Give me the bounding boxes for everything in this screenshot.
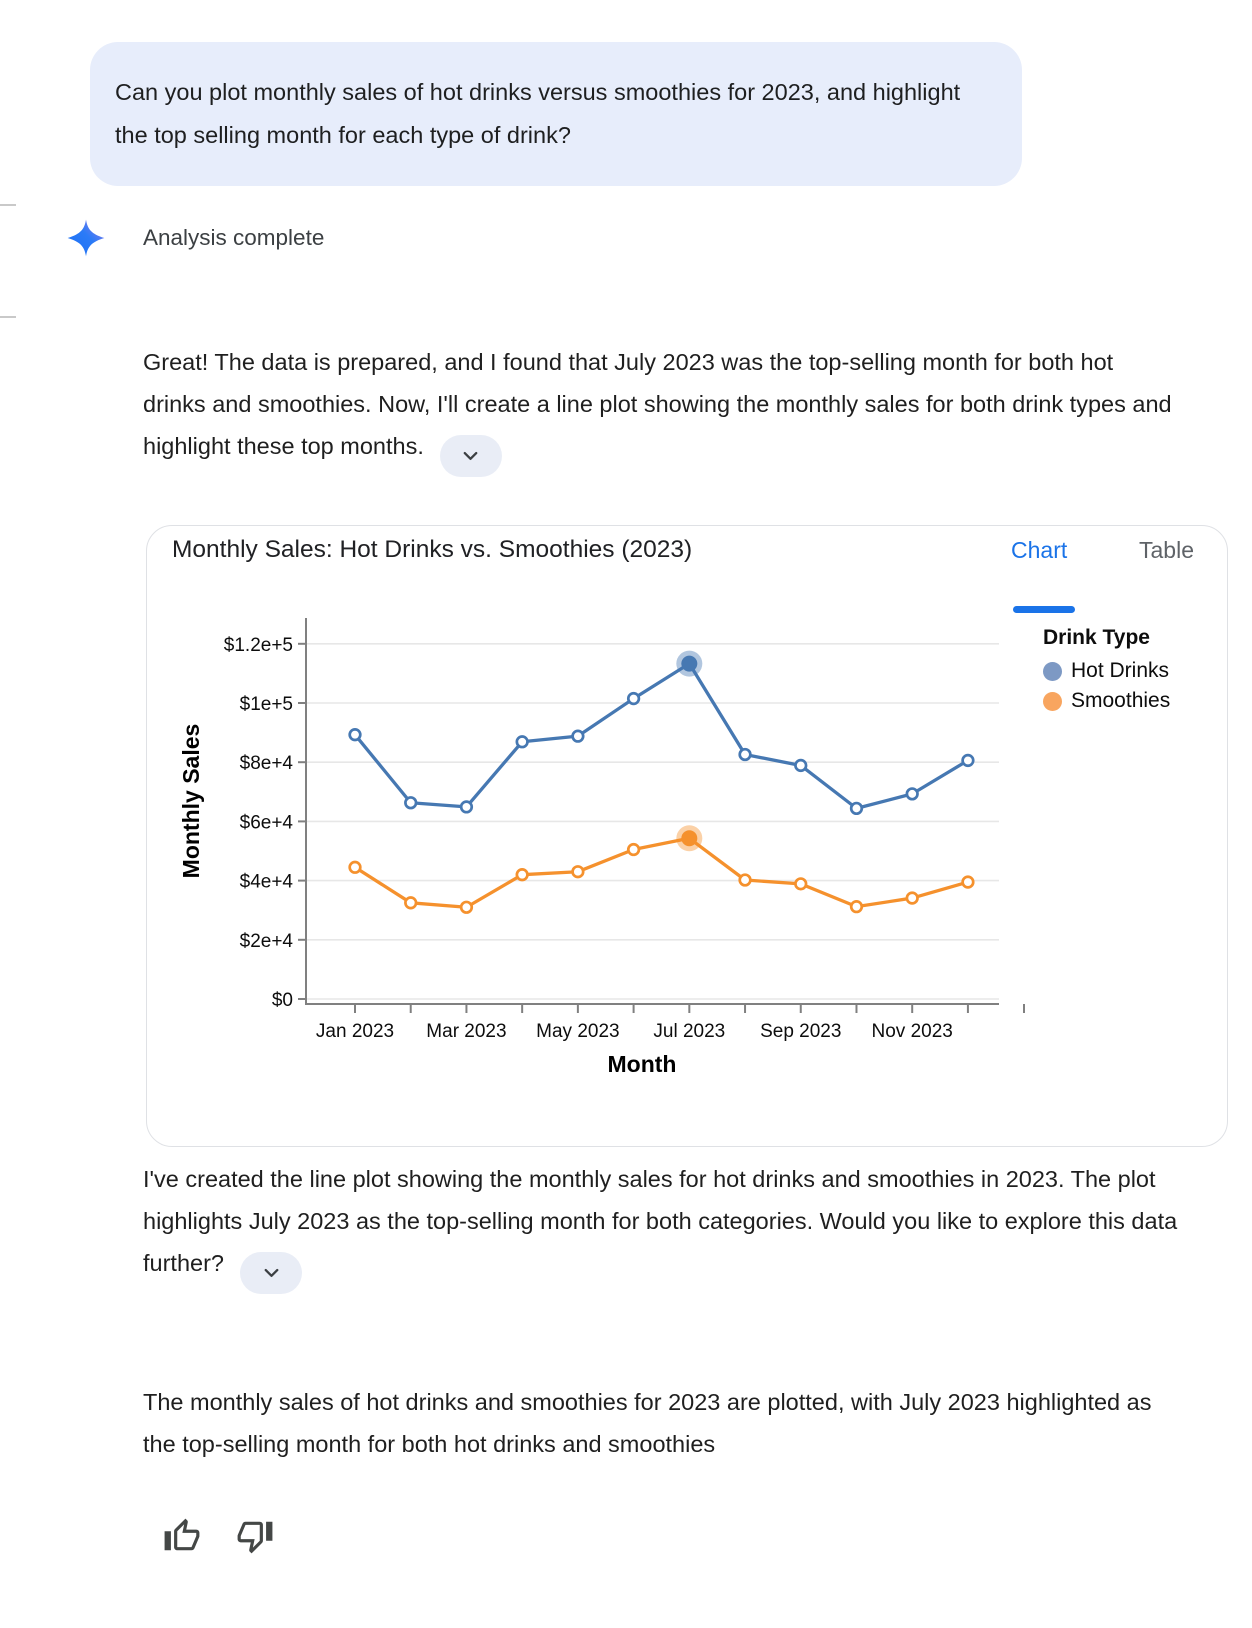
svg-text:Mar 2023: Mar 2023 xyxy=(426,1021,507,1042)
legend-title: Drink Type xyxy=(1043,626,1150,649)
thumbs-down-button[interactable] xyxy=(231,1512,279,1560)
user-message-text: Can you plot monthly sales of hot drinks versus smoothies for 2023, and highlight the top selling month for each type of drink? xyxy=(115,79,961,148)
svg-text:$6e+4: $6e+4 xyxy=(239,812,293,834)
chevron-down-icon xyxy=(260,1261,283,1284)
gemini-sparkle-icon xyxy=(66,218,106,258)
assistant-paragraph-3 xyxy=(143,1381,1188,1465)
assistant-paragraph-1 xyxy=(143,341,1178,477)
tab-table[interactable]: Table xyxy=(1139,537,1194,563)
legend-label: Smoothies xyxy=(1071,689,1171,712)
svg-text:May 2023: May 2023 xyxy=(536,1021,620,1042)
expand-reasoning-button[interactable] xyxy=(440,435,502,477)
assistant-paragraph-2-text: I've created the line plot showing the monthly sales for hot drinks and smoothies in 2023. The plot highlights July 2023 as the top-selling month for both categories. Would you like to explore this data further? xyxy=(143,1166,1178,1276)
svg-text:Jul 2023: Jul 2023 xyxy=(653,1021,726,1042)
chart-card xyxy=(146,525,1228,1147)
analysis-status-row xyxy=(66,218,324,258)
left-edge-divider xyxy=(0,316,16,318)
svg-text:$2e+4: $2e+4 xyxy=(239,930,293,952)
expand-details-button[interactable] xyxy=(240,1252,302,1294)
chevron-down-icon xyxy=(459,444,482,467)
svg-text:$1e+5: $1e+5 xyxy=(239,694,293,715)
left-edge-divider xyxy=(0,204,16,206)
thumbs-up-button[interactable] xyxy=(158,1512,206,1560)
chart-card-title: Monthly Sales: Hot Drinks vs. Smoothies (2023) xyxy=(172,536,693,563)
thumbs-down-icon xyxy=(236,1517,274,1555)
legend-label: Hot Drinks xyxy=(1071,659,1170,682)
assistant-paragraph-3-text: The monthly sales of hot drinks and smoothies for 2023 are plotted, with July 2023 highlighted as the top-selling month for both hot drinks and smoothies xyxy=(143,1389,1152,1457)
svg-text:$8e+4: $8e+4 xyxy=(239,753,293,775)
svg-text:Monthly Sales: Monthly Sales xyxy=(178,723,204,879)
svg-text:$4e+4: $4e+4 xyxy=(239,871,293,893)
assistant-paragraph-2 xyxy=(143,1158,1188,1294)
svg-text:Month: Month xyxy=(607,1051,677,1077)
thumbs-up-icon xyxy=(163,1517,201,1555)
sales-line-chart xyxy=(147,586,1229,1126)
svg-text:$1.2e+5: $1.2e+5 xyxy=(223,634,293,656)
svg-text:$0: $0 xyxy=(271,990,293,1011)
svg-text:Nov 2023: Nov 2023 xyxy=(871,1021,953,1042)
svg-text:Jan 2023: Jan 2023 xyxy=(315,1021,395,1042)
assistant-paragraph-1-text: Great! The data is prepared, and I found that July 2023 was the top-selling month for both hot drinks and smoothies. Now, I'll create a line plot showing the monthly sales for both drink types and highlight these top months. xyxy=(143,349,1172,459)
svg-text:Sep 2023: Sep 2023 xyxy=(760,1021,842,1042)
tab-chart[interactable]: Chart xyxy=(1011,537,1068,563)
analysis-status-label: Analysis complete xyxy=(143,225,325,250)
user-message-bubble xyxy=(90,42,1022,186)
